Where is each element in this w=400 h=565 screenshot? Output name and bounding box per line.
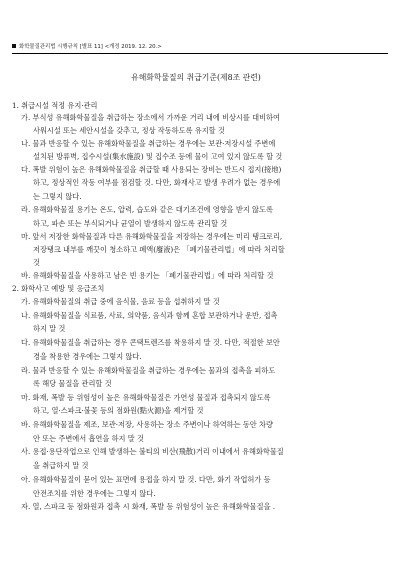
square-bullet-icon (12, 44, 16, 48)
document-title: 유해화학물질의 취급기준(제8조 관련) (131, 73, 261, 82)
clause-line: 사. 용접·용단작업으로 인해 발생하는 불티의 비산(飛散)거리 이내에서 유해화학물질 (21, 447, 284, 456)
clause-line: 마. 앞서 저장한 화학물질과 다른 유해화학물질을 저장하는 경우에는 미리 탱크로리, (21, 232, 283, 241)
clause-line: 아. 유해화학물질이 묻어 있는 표면에 용접을 하지 말 것. 다만, 화기 작업허가 등 (21, 475, 271, 484)
section-heading: 2. 화학사고 예방 및 응급조치 (12, 284, 105, 293)
clause-line: 사워시설 또는 세안시설을 갖추고, 정상 작동하도록 유지할 것 (33, 126, 225, 135)
clause-line: 하고, 파손 또는 부식되거나 균열이 발생하지 않도록 관리할 것 (33, 219, 228, 228)
clause-line: 는 그렇지 않다. (33, 192, 82, 201)
clause-line: 라. 물과 반응할 수 있는 유해화학물질을 취급하는 경우에는 물과의 접촉을 피하도 (21, 366, 276, 375)
clause-line: 마. 화재, 폭발 등 위험성이 높은 유해화학물질은 가연성 물질과 접촉되지 않도록 (21, 393, 271, 402)
clause-line: 경을 착용한 경우에는 그렇지 않다. (33, 352, 142, 361)
document-header (12, 44, 392, 51)
clause-line: 바. 유해화학물질을 제조, 보관·저장, 사용하는 장소 주변이나 하역하는 동안 차량 (21, 420, 273, 429)
header-text: 화학물질관리법 시행규칙 [별표 11] <개정 2019. 12. 20.> (19, 44, 162, 50)
clause-line: 나. 물과 반응할 수 있는 유해화학물질을 취급하는 경우에는 보관·저장시설 주변에 (21, 139, 276, 148)
clause-line: 자. 열, 스파크 등 점화원과 접촉 시 화재, 폭발 등 위험성이 높은 유해화학물질을 . (21, 502, 276, 511)
header-rule (12, 53, 388, 54)
clause-line: 하지 말 것 (33, 324, 66, 333)
clause-line: 나. 유해화학물질을 식료품, 사료, 의약품, 음식과 함께 혼합 보관하거나 운반, 접촉 (21, 311, 278, 320)
clause-line: 하고, 정상적인 작동 여부를 점검할 것. 다만, 화재사고 발생 우려가 없는 경우에 (33, 178, 281, 187)
clause-line: 안 또는 주변에서 흡연을 하지 말 것 (33, 434, 144, 443)
clause-line: 바. 유해화학물질을 사용하고 남은 빈 용기는 「폐기물관리법」에 따라 처리할 것 (21, 271, 274, 280)
clause-line: 다. 폭발 위험이 높은 유해화학물질을 취급할 때 사용되는 장비는 반드시 접지(接地) (21, 165, 282, 174)
clause-line: 가. 유해화학물질의 취급 중에 음식물, 음료 등을 섭취하지 말 것 (21, 297, 220, 306)
clause-line: 것 (33, 258, 40, 267)
clause-line: 다. 유해화학물질을 취급하는 경우 콘택트렌즈를 착용하지 말 것. 다만, 적절한 보안 (21, 338, 280, 347)
clause-line: 라. 유해화학물질 용기는 온도, 압력, 습도와 같은 대기조건에 영향을 받지 않도록 (21, 205, 273, 214)
clause-line: 가. 부식성 유해화학물질을 취급하는 장소에서 가까운 거리 내에 비상시를 대비하여 (21, 113, 280, 122)
section-heading: 1. 취급시설 적정 유지·관리 (12, 101, 98, 110)
clause-line: 록 해당 물질을 관리할 것 (33, 379, 112, 388)
clause-line: 하고, 열·스파크·불꽃 등의 점화원(點火源)을 제거할 것 (33, 406, 204, 415)
clause-line: 설치된 방류벽, 집수시설(集水施設) 및 집수조 등에 물이 고여 있지 않도록 할 것 (33, 152, 283, 161)
clause-line: 저장탱크 내부를 깨끗이 청소하고 폐액(廢液)은 「폐기물관리법」에 따라 처리할 (33, 245, 285, 254)
clause-line: 을 취급하지 말 것 (33, 461, 89, 470)
clause-line: 안전조치를 위한 경우에는 그렇지 않다. (33, 489, 156, 498)
